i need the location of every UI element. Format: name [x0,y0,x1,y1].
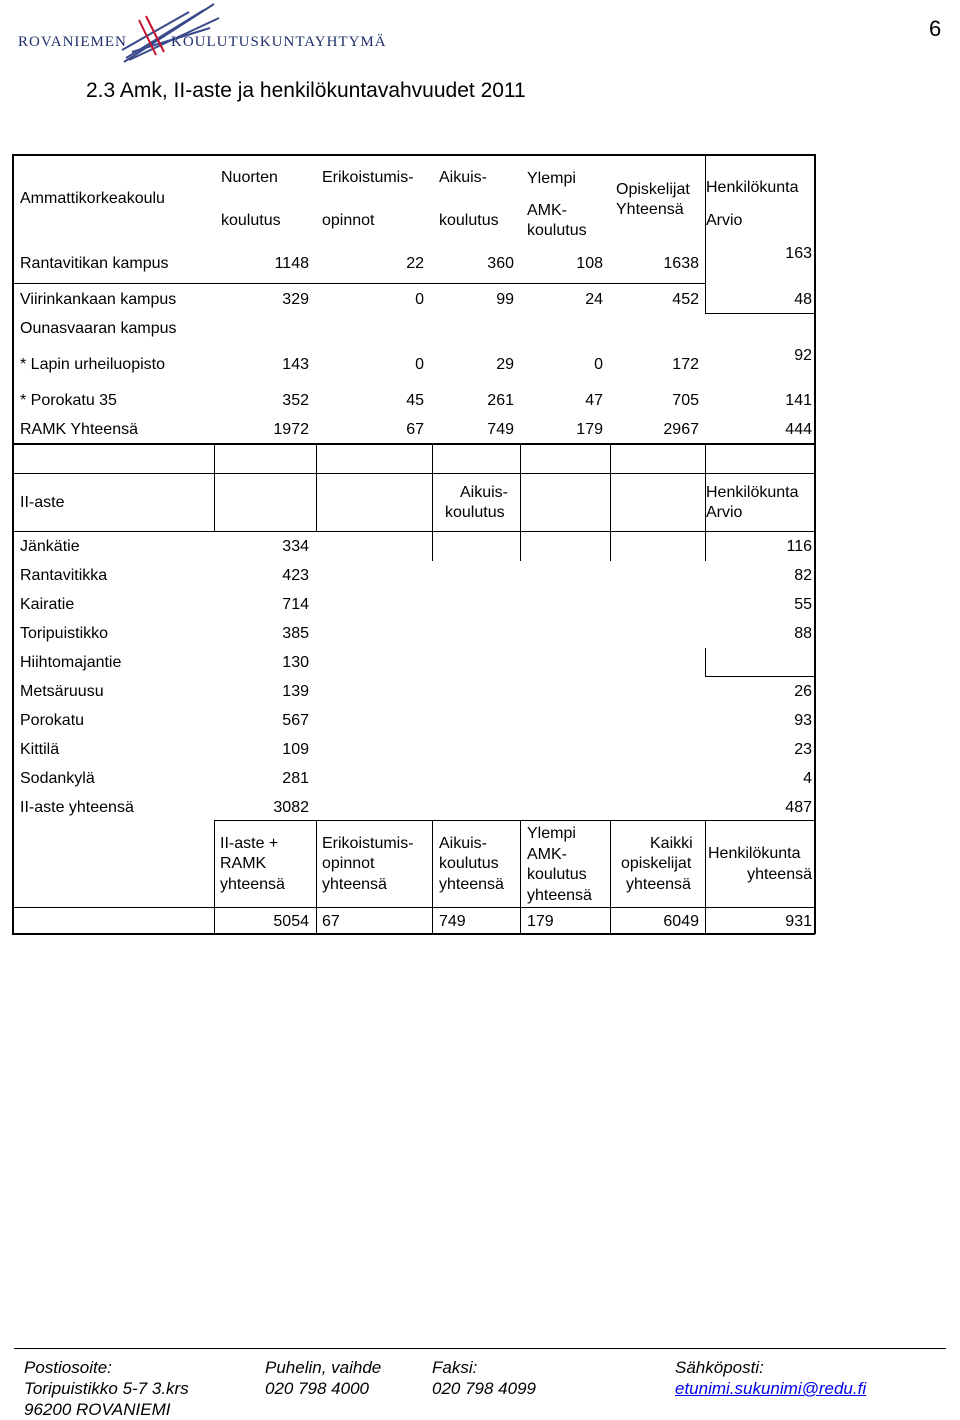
totals-header-ylempi: AMK- [527,846,567,863]
totals-header-erikoistumis: opinnot [322,855,375,872]
footer-email-label: Sähköposti: [675,1358,764,1377]
totals-header-erikoistumis: Erikoistumis- [322,835,414,852]
amk-header-opiskelijat: Yhteensä [616,201,684,218]
footer-faksi: 020 798 4099 [432,1379,536,1398]
totals-header-ylempi: yhteensä [527,887,592,904]
totals-header-kaikki: opiskelijat [621,855,692,872]
totals-header-kaikki: yhteensä [626,876,691,893]
totals-header-henkilokunta: yhteensä [747,866,812,883]
amk-header-erikoistumis: Erikoistumis- [322,169,414,186]
amk-label: Ammattikorkeakoulu [20,190,165,207]
page-title: 2.3 Amk, II-aste ja henkilökuntavahvuudet 2011 [86,79,526,102]
amk-henk-ounasvaara: 92 [794,347,812,364]
footer-postiosoite: Toripuistikko 5-7 3.krs [24,1379,189,1398]
totals-header-henkilokunta: Henkilökunta [708,845,801,862]
totals-header-ylempi: Ylempi [527,825,576,842]
amk-header-nuorten: Nuorten [221,169,278,186]
footer-divider [14,1348,946,1349]
totals-header-ylempi: koulutus [527,866,587,883]
ii-header-aikuis: Aikuis- [460,484,509,501]
amk-header-ylempi: Ylempi [527,170,576,187]
totals-header-erikoistumis: yhteensä [322,876,387,893]
footer-email-link[interactable]: etunimi.sukunimi@redu.fi [675,1379,867,1398]
ii-header-henkilokunta: Henkilökunta [706,484,799,501]
logo-text-left: ROVANIEMEN [18,34,127,50]
totals-header-ii-ramk: II-aste + [220,835,279,852]
organization-logo [14,0,387,70]
page-number: 6 [929,16,942,41]
totals-header-ii-ramk: yhteensä [220,876,285,893]
footer-postiosoite-city: 96200 ROVANIEMI [24,1400,171,1419]
amk-header-henkilokunta: Henkilökunta [706,179,799,196]
totals-header-kaikki: Kaikki [650,835,693,852]
amk-header-ylempi: AMK- [527,202,567,219]
amk-header-henkilokunta: Arvio [706,212,743,229]
footer-puhelin-label: Puhelin, vaihde [265,1358,382,1377]
ii-header-aikuis: koulutus [445,504,505,521]
totals-header-aikuis: koulutus [439,855,499,872]
amk-header-aikuis: Aikuis- [439,169,488,186]
amk-header-ylempi: koulutus [527,222,587,239]
footer-faksi-label: Faksi: [432,1358,478,1377]
amk-row: Ounasvaaran kampus [20,320,177,337]
totals-header-aikuis: yhteensä [439,876,504,893]
totals-header-aikuis: Aikuis- [439,835,488,852]
amk-header-nuorten: koulutus [221,212,281,229]
amk-header-opiskelijat: Opiskelijat [616,181,690,198]
footer-postiosoite-label: Postiosoite: [24,1358,112,1377]
totals-header-ii-ramk: RAMK [220,855,267,872]
amk-header-erikoistumis: opinnot [322,212,375,229]
amk-henk-rantavitikka: 163 [785,245,812,262]
amk-header-aikuis: koulutus [439,212,499,229]
ii-header-henkilokunta: Arvio [706,504,743,521]
logo-text-right: KOULUTUSKUNTAYHTYMÄ [171,34,387,50]
footer-puhelin: 020 798 4000 [265,1379,369,1398]
ii-label: II-aste [20,494,65,511]
